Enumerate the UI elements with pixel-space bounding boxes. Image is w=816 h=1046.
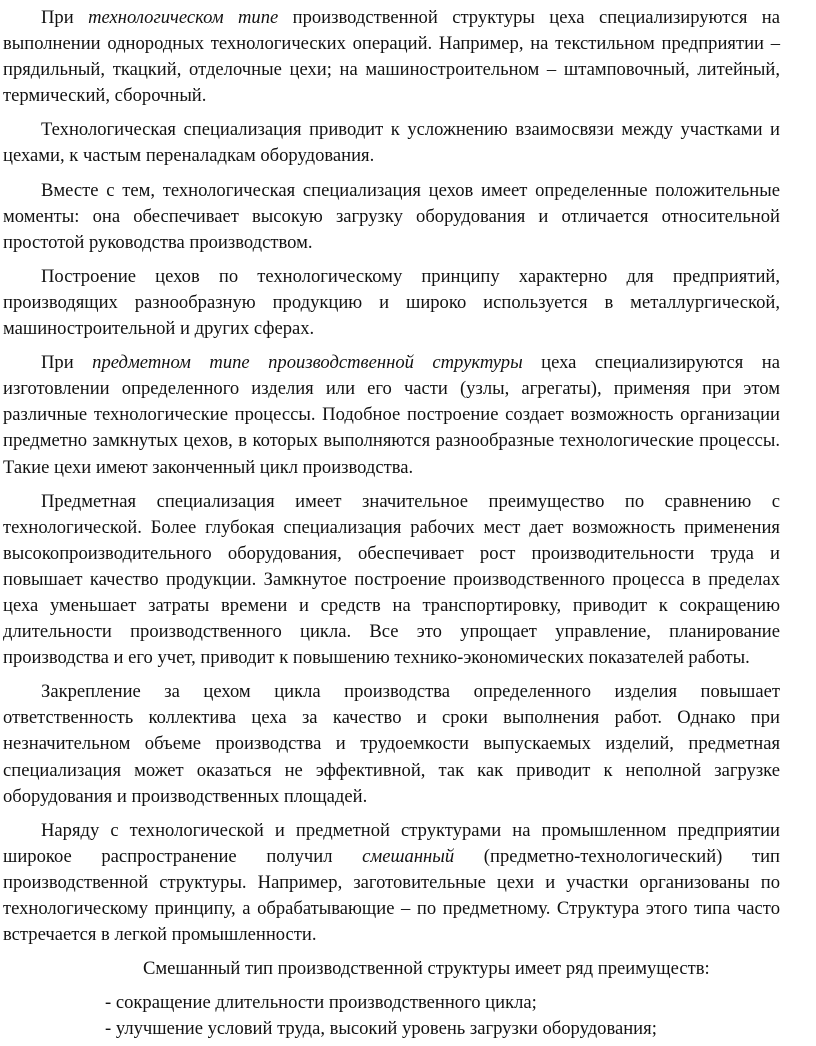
paragraph (3, 350, 780, 480)
italic-term: предметном типе производственной структуры (92, 352, 523, 374)
paragraph-text: цеха специализируются на изготовлении определенного изделия или его части (узлы, агрегаты), применяя при этом различные технологические процессы. Подобное построение создает возможность организации предметно замкнутых цехов, в которых выполняются разнообразные технологические процессы. Такие цехи имеют законченный цикл производства. (3, 352, 781, 478)
paragraph-text: (предметно-технологический) тип производственной структуры. Например, заготовительные цехи и участки организованы по технологическому принципу, а обрабатывающие – по предметному. Структура этого типа часто встречается в легкой промышленности. (3, 845, 780, 946)
list-item: - улучшение условий труда, высокий уровень загрузки оборудования; (105, 1018, 657, 1040)
paragraph-text: Вместе с тем, технологическая специализация цехов имеет определенные положительные моменты: она обеспечивает высокую загрузку оборудования и отличается относительной простотой руководства производством. (3, 179, 780, 253)
paragraph (3, 178, 780, 256)
paragraph (3, 489, 780, 672)
paragraph-text: Построение цехов по технологическому принципу характерно для предприятий, производящих разнообразную продукцию и широко используется в металлургической, машиностроительной и других сферах. (3, 265, 780, 340)
paragraph-text: производственной структуры цеха специализируются на выполнении однородных технологических операций. Например, на текстильном предприятии – прядильный, ткацкий, отделочные цехи; на машиностроительном – штамповочный, литейный, термический, сборочный. (3, 7, 780, 107)
paragraph-text: Технологическая специализация приводит к усложнению взаимосвязи между участками и цехами, к частым переналадкам оборудования. (3, 119, 780, 167)
document-body (3, 5, 780, 1042)
advantages-intro: Смешанный тип производственной структуры имеет ряд преимуществ: (143, 958, 710, 980)
paragraph-text: При (41, 352, 93, 374)
paragraph-text: Наряду с технологической и предметной структурами на промышленном предприятии широкое распространение получил (3, 819, 780, 867)
paragraph (3, 818, 780, 948)
paragraph-text: Предметная специализация имеет значительное преимущество по сравнению с технологической. Более глубокая специализация рабочих мест дает возможность применения высокопроизводительного оборудования, обеспечивает рост производительности труда и повышает качество продукции. Замкнутое построение производственного процесса в пределах цеха уменьшает затраты времени и средств на транспортировку, приводит к сокращению длительности производственного цикла. Все это упрощает управление, планирование производства и его учет, приводит к повышению технико-экономических показателей работы. (3, 490, 780, 669)
italic-term: смешанный (362, 845, 455, 867)
paragraph-container (3, 5, 780, 948)
italic-term: технологическом типе (88, 7, 279, 28)
paragraph (3, 679, 780, 809)
paragraph-text: При (41, 7, 89, 28)
paragraph-text: Закрепление за цехом цикла производства определенного изделия повышает ответственность коллектива цеха за качество и сроки выполнения работ. Однако при незначительном объеме производства и трудоемкости выпускаемых изделий, предметная специализация может оказаться не эффективной, так как приводит к неполной загрузке оборудования и производственных площадей. (3, 681, 780, 807)
list-item: - сокращение длительности производственного цикла; (105, 992, 537, 1014)
advantages-list (3, 990, 780, 1042)
paragraph (3, 5, 780, 109)
paragraph (3, 117, 780, 169)
paragraph (3, 264, 780, 342)
